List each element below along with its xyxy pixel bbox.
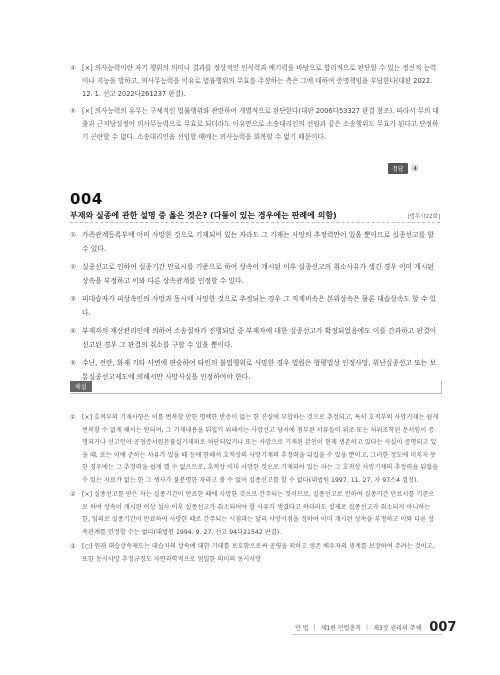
option-number: ④ — [70, 327, 77, 335]
option-item — [70, 228, 440, 256]
option-item — [70, 324, 440, 352]
answer-box — [388, 163, 419, 174]
option-item — [70, 292, 440, 320]
option-number: ③ — [70, 295, 77, 303]
option-text: 부재자의 재산관리인에 의하여 소송절차가 진행되던 중 부재자에 대한 실종선고가 확정되었음에도 이를 간과하고 판결이 선고된 경우 그 판결의 취소를 구할 수 있을 뿐이다. — [82, 327, 437, 349]
divider — [441, 381, 442, 393]
list-item — [70, 62, 440, 101]
footer-part: 제1편 민법총칙 — [320, 625, 362, 632]
divider — [70, 393, 442, 394]
list-item — [70, 105, 440, 144]
item-text: [×] 호적부의 기재사항은 이를 번복할 만한 명백한 반증이 없는 한 진실에 부합하는 것으로 추정되고, 특히 호적부의 사망기재는 쉽게 번복할 수 없게 해서는 안되며, 그 기재내용을 뒤집기 위해서는 사망신고 당시에 첨부된 서류들이 위조 또는 허위조작된 문서임이 증명되거나 신고인이 공정증서원본불실기재죄로 처단되었거나 또는 사망으로 기재된 본인이 현재 생존하고 있다는 사실이 증명되고 있을 때, 또는 이에 준하는 사유가 있을 때 등에 한해서 호적상의 사망기재의 추정력을 뒤집을 수 있을 뿐이고, 그러한 정도에 미치지 못한 경우에는 그 추정력을 쉽게 깰 수 없으므로, 호적상 이미 사망한 것으로 기재되어 있는 자는 그 호적상 사망기재의 추정력을 뒤집을 수 있는 자료가 없는 한 그 생사가 불분명한 자라고 볼 수 없어 실종선고를 할 수 없다(대법원 1997. 11. 27. 자 97스4 결정). — [82, 414, 439, 484]
option-number: ⑤ — [70, 359, 77, 367]
option-number: ② — [70, 263, 77, 271]
explanation-item — [70, 412, 440, 487]
answer-options — [70, 228, 440, 388]
question-title: 부재와 실종에 관한 설명 중 옳은 것은? (다툼이 있는 경우에는 판례에 의함) — [70, 211, 337, 220]
explanation-body — [70, 412, 440, 568]
item-text: [×] 의사능력의 유무는 구체적인 법률행위와 관련하여 개별적으로 판단한다(대판 2006다53327 판결 참조). 따라서 무의 대출과 근저당설정이 의사무능력으로 무효로 되더라도 이유만으로 소송대리인의 선임과 같은 소송행위도 무효가 된다고 단정하기 곤란할 수 없다. 소송대리인을 선임할 때에는 의사능력을 회복할 수 없기 때문이다. — [82, 107, 439, 141]
option-number: ① — [70, 231, 77, 239]
option-text: 가족관계등록부에 이미 사망한 것으로 기재되어 있는 자라도 그 기재는 사망의 추정력만이 있을 뿐이므로 실종선고를 할 수 있다. — [82, 231, 434, 253]
option-text: 실종선고로 인하여 실종기간 만료시를 기준으로 하여 상속이 개시된 이후 실종선고의 취소사유가 생긴 경우 이미 개시된 상속을 부정하고 이와 다른 상속관계를 인정할 수 있다. — [82, 263, 434, 285]
item-text: [○] 원래 대습상속제도는 대습자의 상속에 대한 기대를 보호함으로써 공평을 꾀하고 생존 배우자의 생계를 보장하여 주려는 것이고, 또한 동시사망 추정규정도 자연과학적으로 엄밀한 의미의 동시사망 — [82, 543, 435, 563]
item-text: [×] 의사능력이란 자기 행위의 의미나 결과를 정상적인 인식력과 예기력을 바탕으로 합리적으로 판단할 수 있는 정신적 능력이나 지능을 말하고, 의사무능력을 이유로 법률행위의 무효를 주장하는 측은 그에 대하여 증명책임을 부담한다(대판 2022. 12. 1. 선고 2022다261237 판결). — [82, 64, 437, 98]
option-item — [70, 356, 440, 384]
question-source: [법무사22회] — [407, 214, 440, 220]
page-footer — [295, 620, 456, 635]
footer-book: 민 법 — [295, 625, 309, 632]
footer-separator: | — [313, 624, 316, 631]
explanation-item — [70, 541, 440, 566]
answer-label: 정답 — [388, 163, 408, 174]
item-number: ⑤ — [70, 107, 76, 115]
footer-chapter: 제3장 권리의 주체 — [373, 625, 422, 632]
item-number: ① — [70, 414, 76, 421]
item-number: ② — [70, 491, 76, 498]
question-number: 004 — [70, 190, 103, 208]
previous-explanation — [70, 62, 440, 148]
option-text: 피대습자가 피상속인의 사망과 동시에 사망한 것으로 추정되는 경우 그 직계비속은 본위상속은 물론 대습상속도 할 수 있다. — [82, 295, 437, 317]
option-text: 수난, 전란, 화재 기타 사변에 편승하여 타인의 불법행위로 사망한 경우 법원은 형평법상 인정사망, 위난실종선고 또는 보통실종선고제도에 의해서만 사망사실을 인정하여야 한다. — [82, 359, 437, 381]
item-number: ③ — [70, 543, 76, 550]
item-text: [×] 실종선고를 받은 자는 실종기간이 만료한 때에 사망한 것으로 간주되는 것이므로, 실종선고로 인하여 실종기간 만료시를 기준으로 하여 상속이 개시된 이상 설사 이후 실종선고가 취소되어야 할 사유가 생겼다고 하더라도 실제로 실종선고가 취소되지 아니하는 한, 임의로 실종기간이 만료하여 사망한 때로 간주되는 시점과는 달리 사망시점을 정하여 이미 개시된 상속을 부정하고 이와 다른 상속관계를 인정할 수는 없다(대법원 1994. 9. 27. 선고 94다21542 판결). — [82, 491, 435, 536]
explanation-item — [70, 489, 440, 539]
question-header — [70, 210, 440, 221]
footer-separator: | — [366, 624, 369, 631]
divider — [70, 222, 440, 223]
divider — [292, 634, 442, 635]
answer-value: ④ — [411, 164, 419, 173]
option-item — [70, 260, 440, 288]
item-number: ④ — [70, 64, 76, 72]
explanation-label: 해설 — [70, 381, 92, 392]
page-number: 007 — [429, 620, 457, 635]
